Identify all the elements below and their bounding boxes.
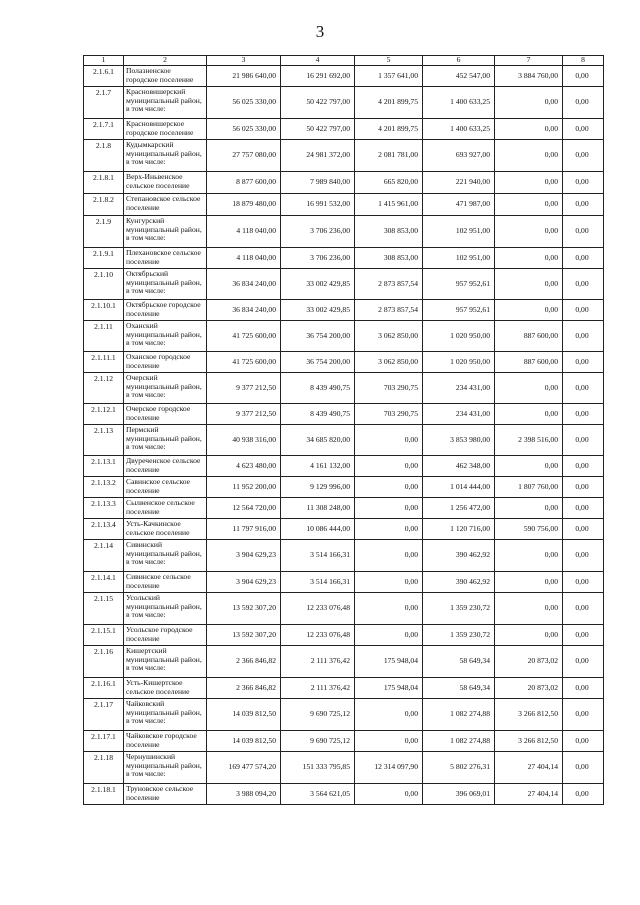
amount-col3: 4 623 480,00 <box>207 456 281 477</box>
amount-col3: 2 366 846,82 <box>207 678 281 699</box>
row-name: Очерский муниципальный район, в том числе: <box>124 373 207 404</box>
amount-col7: 0,00 <box>495 498 563 519</box>
amount-col3: 9 377 212,50 <box>207 373 281 404</box>
row-code: 2.1.12.1 <box>84 404 124 425</box>
amount-col7: 3 266 812,50 <box>495 731 563 752</box>
row-name: Сивинский муниципальный район, в том числе: <box>124 540 207 572</box>
amount-col8: 0,00 <box>563 87 604 119</box>
amount-col6: 234 431,00 <box>423 373 495 404</box>
amount-col3: 169 477 574,20 <box>207 752 281 784</box>
amount-col5: 0,00 <box>355 731 423 752</box>
row-name: Оханский муниципальный район, в том числе: <box>124 321 207 352</box>
amount-col4: 36 754 200,00 <box>281 321 355 352</box>
row-name: Кунгурский муниципальный район, в том числе: <box>124 216 207 248</box>
table-row <box>84 519 604 540</box>
amount-col3: 21 986 640,00 <box>207 66 281 87</box>
amount-col3: 8 877 600,00 <box>207 172 281 194</box>
amount-col7: 887 600,00 <box>495 352 563 373</box>
amount-col3: 13 592 307,20 <box>207 593 281 625</box>
amount-col7: 0,00 <box>495 404 563 425</box>
amount-col7: 887 600,00 <box>495 321 563 352</box>
row-code: 2.1.13.4 <box>84 519 124 540</box>
amount-col8: 0,00 <box>563 540 604 572</box>
amount-col3: 14 039 812,50 <box>207 699 281 731</box>
row-code: 2.1.18.1 <box>84 784 124 805</box>
amount-col5: 308 853,00 <box>355 216 423 248</box>
amount-col4: 24 981 372,00 <box>281 140 355 172</box>
amount-col4: 16 291 692,00 <box>281 66 355 87</box>
amount-col7: 0,00 <box>495 216 563 248</box>
amount-col3: 41 725 600,00 <box>207 321 281 352</box>
amount-col8: 0,00 <box>563 140 604 172</box>
amount-col8: 0,00 <box>563 498 604 519</box>
column-header: 2 <box>124 56 207 66</box>
page-number: 3 <box>315 22 325 41</box>
amount-col3: 11 952 200,00 <box>207 477 281 498</box>
row-code: 2.1.13.1 <box>84 456 124 477</box>
amount-col6: 693 927,00 <box>423 140 495 172</box>
amount-col4: 3 706 236,00 <box>281 216 355 248</box>
row-code: 2.1.8.1 <box>84 172 124 194</box>
table-row <box>84 477 604 498</box>
amount-col3: 9 377 212,50 <box>207 404 281 425</box>
amount-col3: 27 757 080,00 <box>207 140 281 172</box>
amount-col3: 36 834 240,00 <box>207 269 281 300</box>
amount-col3: 56 025 330,00 <box>207 87 281 119</box>
row-code: 2.1.12 <box>84 373 124 404</box>
amount-col8: 0,00 <box>563 172 604 194</box>
amount-col7: 0,00 <box>495 540 563 572</box>
row-name: Очерское городское поселение <box>124 404 207 425</box>
amount-col8: 0,00 <box>563 731 604 752</box>
table-row <box>84 300 604 321</box>
row-code: 2.1.7.1 <box>84 119 124 140</box>
column-header: 8 <box>563 56 604 66</box>
amount-col7: 2 398 516,00 <box>495 425 563 456</box>
row-code: 2.1.14 <box>84 540 124 572</box>
amount-col5: 0,00 <box>355 425 423 456</box>
table-row <box>84 784 604 805</box>
amount-col7: 0,00 <box>495 456 563 477</box>
amount-col4: 8 439 490,75 <box>281 404 355 425</box>
row-code: 2.1.17.1 <box>84 731 124 752</box>
table-row <box>84 678 604 699</box>
table-row <box>84 172 604 194</box>
amount-col5: 1 357 641,00 <box>355 66 423 87</box>
amount-col6: 1 082 274,88 <box>423 699 495 731</box>
budget-table <box>83 55 604 805</box>
amount-col6: 58 649,34 <box>423 646 495 678</box>
column-header: 5 <box>355 56 423 66</box>
row-code: 2.1.17 <box>84 699 124 731</box>
amount-col4: 9 129 996,00 <box>281 477 355 498</box>
row-name: Степановское сельское поселение <box>124 194 207 216</box>
amount-col8: 0,00 <box>563 300 604 321</box>
column-header: 7 <box>495 56 563 66</box>
table-row <box>84 373 604 404</box>
amount-col3: 4 118 040,00 <box>207 248 281 269</box>
amount-col8: 0,00 <box>563 572 604 593</box>
amount-col6: 390 462,92 <box>423 540 495 572</box>
row-name: Двуреченское сельское поселение <box>124 456 207 477</box>
row-name: Чернушинский муниципальный район, в том числе: <box>124 752 207 784</box>
amount-col6: 396 069,01 <box>423 784 495 805</box>
amount-col6: 234 431,00 <box>423 404 495 425</box>
amount-col5: 175 948,04 <box>355 646 423 678</box>
row-code: 2.1.14.1 <box>84 572 124 593</box>
row-code: 2.1.6.1 <box>84 66 124 87</box>
amount-col5: 12 314 097,90 <box>355 752 423 784</box>
column-header: 6 <box>423 56 495 66</box>
amount-col7: 27 404,14 <box>495 784 563 805</box>
row-code: 2.1.13 <box>84 425 124 456</box>
table-row <box>84 404 604 425</box>
table-row <box>84 646 604 678</box>
table-row <box>84 140 604 172</box>
amount-col5: 703 290,75 <box>355 404 423 425</box>
row-name: Плехановское сельское поселение <box>124 248 207 269</box>
amount-col8: 0,00 <box>563 625 604 646</box>
amount-col6: 5 802 276,31 <box>423 752 495 784</box>
row-code: 2.1.11.1 <box>84 352 124 373</box>
amount-col4: 34 685 820,00 <box>281 425 355 456</box>
row-name: Сивинское сельское поселение <box>124 572 207 593</box>
amount-col8: 0,00 <box>563 456 604 477</box>
amount-col3: 12 564 720,00 <box>207 498 281 519</box>
amount-col4: 4 161 132,00 <box>281 456 355 477</box>
row-code: 2.1.13.2 <box>84 477 124 498</box>
row-name: Октябрьский муниципальный район, в том числе: <box>124 269 207 300</box>
amount-col8: 0,00 <box>563 593 604 625</box>
amount-col4: 10 086 444,00 <box>281 519 355 540</box>
column-header: 3 <box>207 56 281 66</box>
amount-col6: 957 952,61 <box>423 269 495 300</box>
amount-col5: 0,00 <box>355 572 423 593</box>
amount-col5: 4 201 899,75 <box>355 119 423 140</box>
amount-col7: 3 266 812,50 <box>495 699 563 731</box>
amount-col4: 50 422 797,00 <box>281 119 355 140</box>
amount-col3: 13 592 307,20 <box>207 625 281 646</box>
amount-col8: 0,00 <box>563 269 604 300</box>
amount-col6: 471 987,00 <box>423 194 495 216</box>
amount-col4: 36 754 200,00 <box>281 352 355 373</box>
amount-col5: 0,00 <box>355 519 423 540</box>
amount-col5: 665 820,00 <box>355 172 423 194</box>
amount-col4: 11 308 248,00 <box>281 498 355 519</box>
table-row <box>84 216 604 248</box>
amount-col5: 3 062 850,00 <box>355 321 423 352</box>
amount-col7: 0,00 <box>495 87 563 119</box>
amount-col5: 2 873 857,54 <box>355 300 423 321</box>
amount-col8: 0,00 <box>563 519 604 540</box>
row-name: Чайковский муниципальный район, в том числе: <box>124 699 207 731</box>
row-code: 2.1.16.1 <box>84 678 124 699</box>
amount-col4: 151 333 795,85 <box>281 752 355 784</box>
row-name: Октябрьское городское поселение <box>124 300 207 321</box>
amount-col7: 0,00 <box>495 194 563 216</box>
row-code: 2.1.10 <box>84 269 124 300</box>
amount-col8: 0,00 <box>563 678 604 699</box>
row-name: Кудымкарский муниципальный район, в том числе: <box>124 140 207 172</box>
amount-col7: 3 884 760,00 <box>495 66 563 87</box>
row-code: 2.1.11 <box>84 321 124 352</box>
amount-col8: 0,00 <box>563 404 604 425</box>
amount-col8: 0,00 <box>563 352 604 373</box>
amount-col3: 40 938 316,00 <box>207 425 281 456</box>
row-code: 2.1.13.3 <box>84 498 124 519</box>
amount-col6: 221 940,00 <box>423 172 495 194</box>
amount-col5: 2 873 857,54 <box>355 269 423 300</box>
amount-col4: 9 690 725,12 <box>281 731 355 752</box>
row-name: Савинское сельское поселение <box>124 477 207 498</box>
amount-col4: 12 233 076,48 <box>281 625 355 646</box>
row-name: Красновишерское городское поселение <box>124 119 207 140</box>
row-code: 2.1.15 <box>84 593 124 625</box>
row-code: 2.1.7 <box>84 87 124 119</box>
amount-col4: 33 002 429,85 <box>281 269 355 300</box>
amount-col4: 12 233 076,48 <box>281 593 355 625</box>
amount-col6: 58 649,34 <box>423 678 495 699</box>
amount-col7: 590 756,00 <box>495 519 563 540</box>
table-row <box>84 194 604 216</box>
amount-col6: 1 020 950,00 <box>423 352 495 373</box>
amount-col7: 1 807 760,00 <box>495 477 563 498</box>
row-code: 2.1.15.1 <box>84 625 124 646</box>
amount-col4: 3 514 166,31 <box>281 540 355 572</box>
amount-col8: 0,00 <box>563 373 604 404</box>
table-row <box>84 456 604 477</box>
amount-col6: 390 462,92 <box>423 572 495 593</box>
amount-col4: 3 706 236,00 <box>281 248 355 269</box>
table-row <box>84 66 604 87</box>
row-name: Сылвенское сельское поселение <box>124 498 207 519</box>
amount-col5: 2 081 781,00 <box>355 140 423 172</box>
row-code: 2.1.16 <box>84 646 124 678</box>
table-row <box>84 731 604 752</box>
amount-col7: 20 873,02 <box>495 646 563 678</box>
amount-col3: 41 725 600,00 <box>207 352 281 373</box>
amount-col8: 0,00 <box>563 66 604 87</box>
amount-col6: 102 951,00 <box>423 248 495 269</box>
table-row <box>84 352 604 373</box>
table-row <box>84 321 604 352</box>
amount-col5: 0,00 <box>355 540 423 572</box>
amount-col6: 957 952,61 <box>423 300 495 321</box>
amount-col3: 11 797 916,00 <box>207 519 281 540</box>
amount-col7: 27 404,14 <box>495 752 563 784</box>
row-code: 2.1.9 <box>84 216 124 248</box>
table-row <box>84 540 604 572</box>
amount-col4: 16 991 532,00 <box>281 194 355 216</box>
amount-col7: 0,00 <box>495 172 563 194</box>
amount-col4: 7 989 840,00 <box>281 172 355 194</box>
row-name: Полазненское городское поселение <box>124 66 207 87</box>
row-name: Усть-Качкинское сельское поселение <box>124 519 207 540</box>
amount-col7: 0,00 <box>495 625 563 646</box>
amount-col8: 0,00 <box>563 752 604 784</box>
column-header: 4 <box>281 56 355 66</box>
amount-col3: 3 988 094,20 <box>207 784 281 805</box>
amount-col6: 1 014 444,00 <box>423 477 495 498</box>
amount-col8: 0,00 <box>563 425 604 456</box>
amount-col8: 0,00 <box>563 646 604 678</box>
amount-col3: 18 879 480,00 <box>207 194 281 216</box>
amount-col5: 0,00 <box>355 456 423 477</box>
amount-col7: 20 873,02 <box>495 678 563 699</box>
amount-col3: 36 834 240,00 <box>207 300 281 321</box>
table-row <box>84 269 604 300</box>
row-name: Красновишерский муниципальный район, в том числе: <box>124 87 207 119</box>
amount-col5: 0,00 <box>355 498 423 519</box>
amount-col6: 102 951,00 <box>423 216 495 248</box>
row-name: Оханское городское поселение <box>124 352 207 373</box>
row-code: 2.1.8 <box>84 140 124 172</box>
table-row <box>84 119 604 140</box>
table-row <box>84 498 604 519</box>
amount-col7: 0,00 <box>495 373 563 404</box>
amount-col4: 50 422 797,00 <box>281 87 355 119</box>
amount-col5: 703 290,75 <box>355 373 423 404</box>
amount-col5: 308 853,00 <box>355 248 423 269</box>
amount-col7: 0,00 <box>495 300 563 321</box>
column-number-row <box>84 56 604 66</box>
row-name: Усольское городское поселение <box>124 625 207 646</box>
amount-col7: 0,00 <box>495 248 563 269</box>
amount-col8: 0,00 <box>563 248 604 269</box>
amount-col5: 175 948,04 <box>355 678 423 699</box>
amount-col6: 1 400 633,25 <box>423 119 495 140</box>
amount-col5: 0,00 <box>355 593 423 625</box>
amount-col4: 3 564 621,05 <box>281 784 355 805</box>
amount-col5: 0,00 <box>355 699 423 731</box>
amount-col6: 1 400 633,25 <box>423 87 495 119</box>
amount-col5: 3 062 850,00 <box>355 352 423 373</box>
row-code: 2.1.8.2 <box>84 194 124 216</box>
amount-col7: 0,00 <box>495 140 563 172</box>
amount-col3: 3 904 629,23 <box>207 572 281 593</box>
amount-col6: 1 020 950,00 <box>423 321 495 352</box>
table-row <box>84 248 604 269</box>
amount-col3: 2 366 846,82 <box>207 646 281 678</box>
amount-col5: 1 415 961,00 <box>355 194 423 216</box>
amount-col6: 1 256 472,00 <box>423 498 495 519</box>
amount-col6: 3 853 980,00 <box>423 425 495 456</box>
amount-col7: 0,00 <box>495 269 563 300</box>
amount-col6: 1 359 230,72 <box>423 593 495 625</box>
amount-col3: 3 904 629,23 <box>207 540 281 572</box>
row-name: Усольский муниципальный район, в том числе: <box>124 593 207 625</box>
row-name: Труновское сельское поселение <box>124 784 207 805</box>
table-row <box>84 625 604 646</box>
row-name: Пермский муниципальный район, в том числе: <box>124 425 207 456</box>
table-row <box>84 699 604 731</box>
amount-col3: 4 118 040,00 <box>207 216 281 248</box>
amount-col4: 8 439 490,75 <box>281 373 355 404</box>
amount-col7: 0,00 <box>495 593 563 625</box>
row-name: Кишертский муниципальный район, в том числе: <box>124 646 207 678</box>
amount-col3: 56 025 330,00 <box>207 119 281 140</box>
amount-col8: 0,00 <box>563 321 604 352</box>
amount-col4: 2 111 376,42 <box>281 646 355 678</box>
amount-col4: 9 690 725,12 <box>281 699 355 731</box>
amount-col7: 0,00 <box>495 572 563 593</box>
amount-col4: 2 111 376,42 <box>281 678 355 699</box>
amount-col3: 14 039 812,50 <box>207 731 281 752</box>
row-name: Верх-Иньвенское сельское поселение <box>124 172 207 194</box>
amount-col4: 3 514 166,31 <box>281 572 355 593</box>
amount-col6: 452 547,00 <box>423 66 495 87</box>
amount-col8: 0,00 <box>563 194 604 216</box>
amount-col6: 1 120 716,00 <box>423 519 495 540</box>
column-header: 1 <box>84 56 124 66</box>
table-row <box>84 87 604 119</box>
amount-col6: 1 359 230,72 <box>423 625 495 646</box>
row-code: 2.1.18 <box>84 752 124 784</box>
amount-col4: 33 002 429,85 <box>281 300 355 321</box>
amount-col5: 0,00 <box>355 477 423 498</box>
amount-col5: 0,00 <box>355 625 423 646</box>
table-row <box>84 593 604 625</box>
amount-col8: 0,00 <box>563 216 604 248</box>
table-row <box>84 425 604 456</box>
amount-col8: 0,00 <box>563 477 604 498</box>
row-code: 2.1.9.1 <box>84 248 124 269</box>
amount-col8: 0,00 <box>563 784 604 805</box>
row-code: 2.1.10.1 <box>84 300 124 321</box>
table-row <box>84 572 604 593</box>
amount-col5: 4 201 899,75 <box>355 87 423 119</box>
amount-col6: 462 348,00 <box>423 456 495 477</box>
amount-col5: 0,00 <box>355 784 423 805</box>
amount-col8: 0,00 <box>563 699 604 731</box>
table-row <box>84 752 604 784</box>
amount-col6: 1 082 274,88 <box>423 731 495 752</box>
amount-col8: 0,00 <box>563 119 604 140</box>
amount-col7: 0,00 <box>495 119 563 140</box>
row-name: Усть-Кишертское сельское поселение <box>124 678 207 699</box>
row-name: Чайковское городское поселение <box>124 731 207 752</box>
